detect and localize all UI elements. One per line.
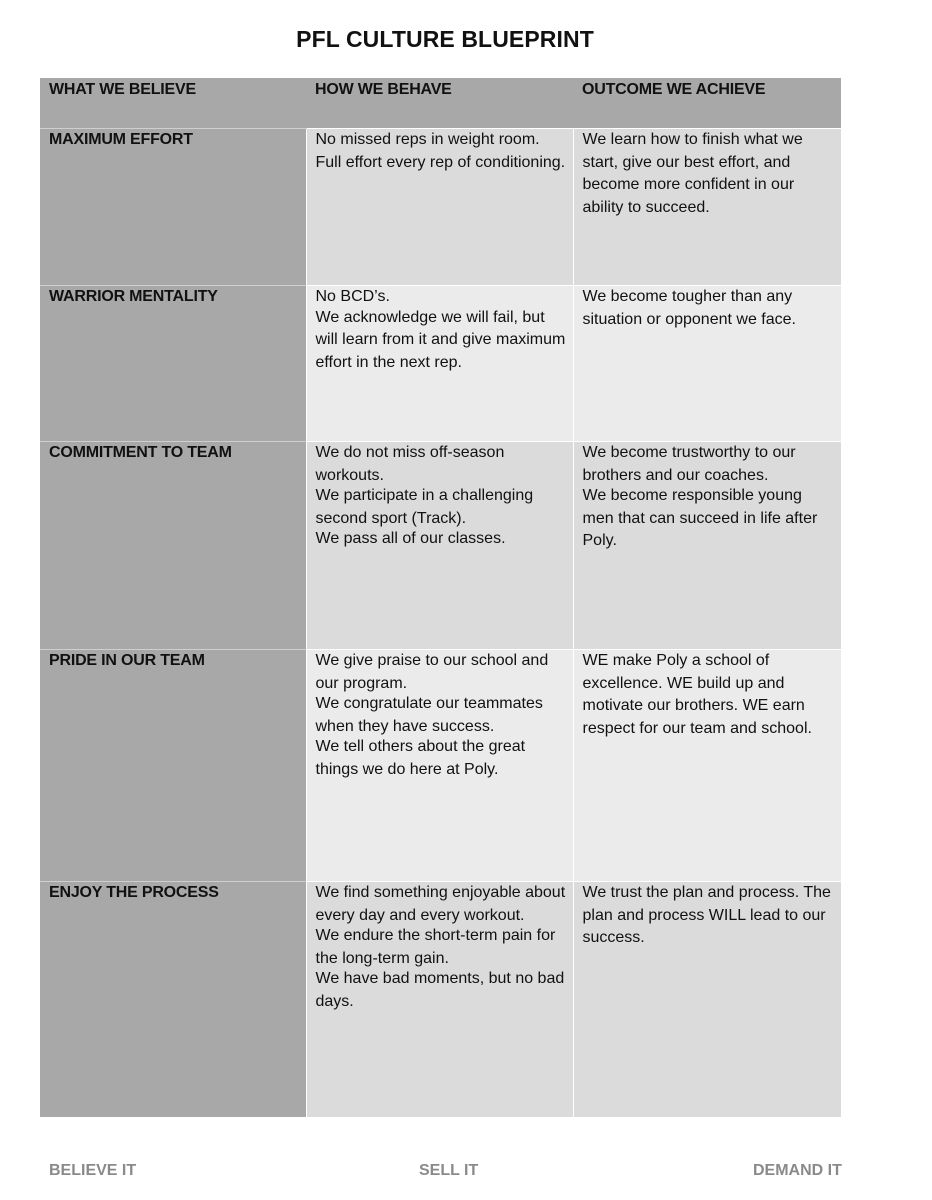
outcome-cell [573, 129, 841, 286]
behave-text: We congratulate our teammates when they have success. [315, 695, 543, 735]
table-row [40, 882, 841, 1117]
behave-cell [306, 882, 573, 1117]
outcome-text: We trust the plan and process. The plan and process WILL lead to our success. [582, 884, 831, 946]
table-header-row [40, 78, 841, 129]
behave-text: We acknowledge we will fail, but will learn from it and give maximum effort in the next rep. [315, 308, 566, 371]
behave-text: We tell others about the great things we do here at Poly. [315, 738, 526, 778]
behave-text: We find something enjoyable about every day and every workout. [315, 884, 566, 924]
belief-cell: ENJOY THE PROCESS [40, 882, 306, 1117]
behave-text: We endure the short-term pain for the long-term gain. [315, 927, 556, 967]
behave-text: We have bad moments, but no bad days. [315, 970, 565, 1010]
behave-cell [306, 286, 573, 442]
table-row [40, 650, 841, 882]
table-row [40, 286, 841, 442]
table-row [40, 129, 841, 286]
outcome-text: We become responsible young men that can succeed in life after Poly. [582, 487, 818, 549]
behave-text: We participate in a challenging second sport (Track). [315, 487, 534, 527]
outcome-cell [573, 286, 841, 442]
table-row [40, 442, 841, 650]
behave-text: We do not miss off-season workouts. [315, 444, 505, 484]
outcome-text: WE make Poly a school of excellence. WE build up and motivate our brothers. WE earn respect for our team and school. [582, 652, 812, 737]
behave-cell [306, 442, 573, 650]
column-header-what-we-believe: WHAT WE BELIEVE [40, 78, 306, 129]
culture-blueprint-table [40, 78, 841, 1117]
belief-cell: MAXIMUM EFFORT [40, 129, 306, 286]
outcome-text: We become tougher than any situation or opponent we face. [582, 288, 796, 328]
footer-sell-it: SELL IT [419, 1162, 479, 1179]
behave-text: No BCD’s. [315, 288, 390, 305]
behave-cell [306, 650, 573, 882]
column-header-outcome-we-achieve: OUTCOME WE ACHIEVE [573, 78, 841, 129]
outcome-cell [573, 882, 841, 1117]
behave-text: We pass all of our classes. [315, 530, 506, 547]
outcome-cell [573, 442, 841, 650]
outcome-cell [573, 650, 841, 882]
behave-text: No missed reps in weight room. Full effort every rep of conditioning. [315, 131, 566, 171]
page-title: PFL CULTURE BLUEPRINT [296, 26, 594, 52]
belief-cell: WARRIOR MENTALITY [40, 286, 306, 442]
belief-cell: PRIDE IN OUR TEAM [40, 650, 306, 882]
behave-text: We give praise to our school and our program. [315, 652, 549, 692]
outcome-text: We learn how to finish what we start, give our best effort, and become more confident in our ability to succeed. [582, 131, 803, 216]
outcome-text: We become trustworthy to our brothers and our coaches. [582, 444, 796, 484]
footer-believe-it: BELIEVE IT [49, 1162, 137, 1179]
column-header-how-we-behave: HOW WE BEHAVE [306, 78, 573, 129]
footer-demand-it: DEMAND IT [753, 1162, 842, 1179]
belief-cell: COMMITMENT TO TEAM [40, 442, 306, 650]
behave-cell [306, 129, 573, 286]
